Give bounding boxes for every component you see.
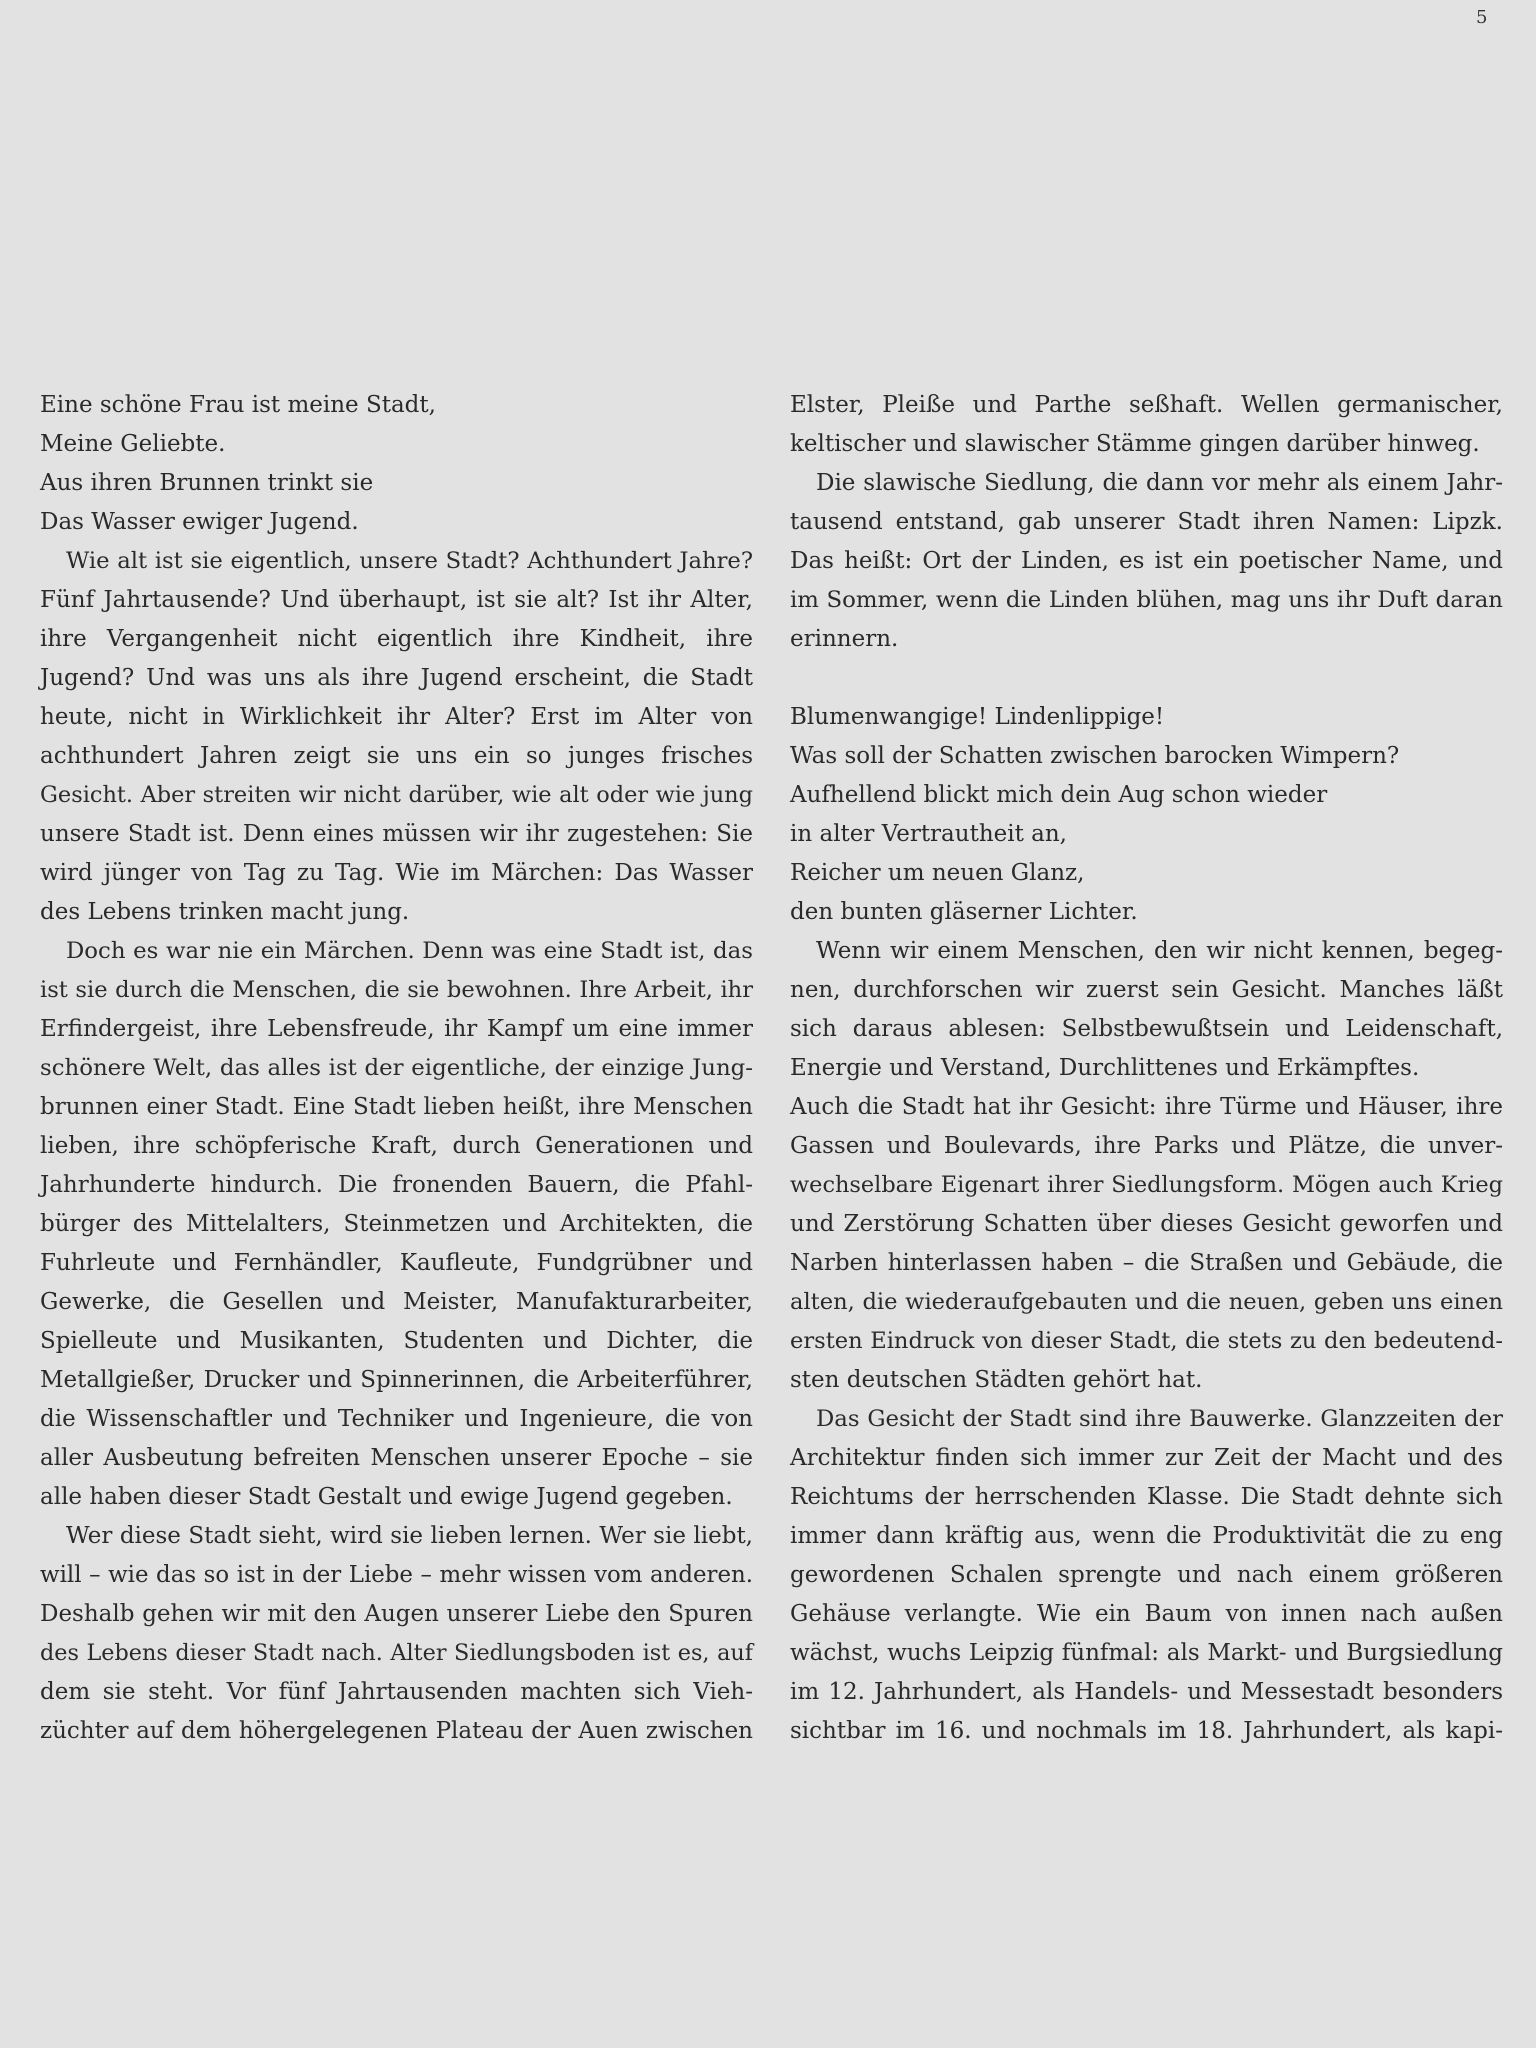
text-line: immer dann kräftig aus, wenn die Produktivität die zu eng — [790, 1523, 1503, 1549]
text-line: Wer diese Stadt sieht, wird sie lieben lernen. Wer sie liebt, — [66, 1523, 753, 1549]
text-line: die Wissenschaftler und Techniker und Ingenieure, die von — [40, 1406, 753, 1432]
text-line: tausend entstand, gab unserer Stadt ihren Namen: Lipzk. — [790, 509, 1503, 535]
text-line: züchter auf dem höhergelegenen Plateau der Auen zwischen — [40, 1718, 753, 1744]
inserted-poem — [790, 698, 1503, 932]
paragraph — [40, 1517, 753, 1751]
text-line: Deshalb gehen wir mit den Augen unserer Liebe den Spuren — [40, 1601, 753, 1627]
text-line: Auch die Stadt hat ihr Gesicht: ihre Türme und Häuser, ihre — [790, 1094, 1503, 1120]
text-line: Jahrhunderte hindurch. Die fronenden Bauern, die Pfahl- — [40, 1172, 753, 1198]
text-line: Das heißt: Ort der Linden, es ist ein poetischer Name, und — [790, 548, 1503, 574]
text-line: erinnern. — [790, 626, 899, 652]
text-line: lieben, ihre schöpferische Kraft, durch Generationen und — [40, 1133, 753, 1159]
text-line: im Sommer, wenn die Linden blühen, mag uns ihr Duft daran — [790, 587, 1503, 613]
poem-line: Reicher um neuen Glanz, — [790, 860, 1085, 886]
text-line: sich daraus ablesen: Selbstbewußtsein und Leidenschaft, — [790, 1016, 1503, 1042]
text-line: ihre Vergangenheit nicht eigentlich ihre Kindheit, ihre — [40, 626, 753, 652]
text-line: Doch es war nie ein Märchen. Denn was eine Stadt ist, das — [66, 938, 753, 964]
paragraph — [790, 1088, 1503, 1400]
text-line: sten deutschen Städten gehört hat. — [790, 1367, 1203, 1393]
text-line: Gesicht. Aber streiten wir nicht darüber, wie alt oder wie jung — [40, 782, 753, 808]
right-column — [790, 386, 1503, 1751]
text-line: Reichtums der herrschenden Klasse. Die Stadt dehnte sich — [790, 1484, 1503, 1510]
page-number: 5 — [1476, 7, 1488, 28]
text-line: wächst, wuchs Leipzig fünfmal: als Markt- und Burgsiedlung — [790, 1640, 1503, 1666]
poem-line: Aus ihren Brunnen trinkt sie — [40, 470, 374, 496]
text-line: keltischer und slawischer Stämme gingen darüber hinweg. — [790, 431, 1480, 457]
text-line: und Zerstörung Schatten über dieses Gesicht geworfen und — [790, 1211, 1503, 1237]
text-line: Spielleute und Musikanten, Studenten und Dichter, die — [40, 1328, 753, 1354]
text-line: achthundert Jahren zeigt sie uns ein so junges frisches — [40, 743, 753, 769]
poem-line: Eine schöne Frau ist meine Stadt, — [40, 392, 436, 418]
text-line: Gewerke, die Gesellen und Meister, Manufakturarbeiter, — [40, 1289, 753, 1315]
paragraph — [40, 542, 753, 932]
text-line: unsere Stadt ist. Denn eines müssen wir ihr zugestehen: Sie — [40, 821, 753, 847]
text-line: Gehäuse verlangte. Wie ein Baum von innen nach außen — [790, 1601, 1503, 1627]
text-line: will – wie das so ist in der Liebe – mehr wissen vom anderen. — [40, 1562, 753, 1588]
opening-poem — [40, 386, 753, 542]
text-line: Energie und Verstand, Durchlittenes und Erkämpftes. — [790, 1055, 1420, 1081]
text-line: im 12. Jahrhundert, als Handels- und Messestadt besonders — [790, 1679, 1503, 1705]
text-line: alle haben dieser Stadt Gestalt und ewige Jugend gegeben. — [40, 1484, 733, 1510]
text-line: Gassen und Boulevards, ihre Parks und Plätze, die unver- — [790, 1133, 1503, 1159]
text-line: des Lebens trinken macht jung. — [40, 899, 410, 925]
paragraph — [790, 932, 1503, 1088]
poem-line: Blumenwangige! Lindenlippige! — [790, 704, 1165, 730]
text-line: ist sie durch die Menschen, die sie bewohnen. Ihre Arbeit, ihr — [40, 977, 753, 1003]
text-line: Wie alt ist sie eigentlich, unsere Stadt? Achthundert Jahre? — [66, 548, 753, 574]
text-line: wird jünger von Tag zu Tag. Wie im Märchen: Das Wasser — [40, 860, 753, 886]
paragraph — [790, 1400, 1503, 1751]
poem-line: Das Wasser ewiger Jugend. — [40, 509, 359, 535]
text-line: schönere Welt, das alles ist der eigentliche, der einzige Jung- — [40, 1055, 753, 1081]
text-line: Architektur finden sich immer zur Zeit der Macht und des — [790, 1445, 1503, 1471]
text-line: heute, nicht in Wirklichkeit ihr Alter? Erst im Alter von — [40, 704, 753, 730]
text-line: Fünf Jahrtausende? Und überhaupt, ist sie alt? Ist ihr Alter, — [40, 587, 753, 613]
text-line: alten, die wiederaufgebauten und die neuen, geben uns einen — [790, 1289, 1503, 1315]
text-line: aller Ausbeutung befreiten Menschen unserer Epoche – sie — [40, 1445, 753, 1471]
text-line: Narben hinterlassen haben – die Straßen und Gebäude, die — [790, 1250, 1503, 1276]
text-line: wechselbare Eigenart ihrer Siedlungsform. Mögen auch Krieg — [790, 1172, 1503, 1198]
stanza-gap — [790, 659, 1503, 698]
poem-line: Aufhellend blickt mich dein Aug schon wieder — [790, 782, 1328, 808]
text-line: Elster, Pleiße und Parthe seßhaft. Wellen germanischer, — [790, 392, 1503, 418]
poem-line: in alter Vertrautheit an, — [790, 821, 1067, 847]
text-line: Das Gesicht der Stadt sind ihre Bauwerke. Glanzzeiten der — [816, 1406, 1503, 1432]
text-line: Metallgießer, Drucker und Spinnerinnen, die Arbeiterführer, — [40, 1367, 753, 1393]
text-line: des Lebens dieser Stadt nach. Alter Siedlungsboden ist es, auf — [40, 1640, 753, 1666]
text-line: Die slawische Siedlung, die dann vor mehr als einem Jahr- — [816, 470, 1503, 496]
text-line: gewordenen Schalen sprengte und nach einem größeren — [790, 1562, 1503, 1588]
text-line: brunnen einer Stadt. Eine Stadt lieben heißt, ihre Menschen — [40, 1094, 753, 1120]
text-line: ersten Eindruck von dieser Stadt, die stets zu den bedeutend- — [790, 1328, 1503, 1354]
text-line: bürger des Mittelalters, Steinmetzen und Architekten, die — [40, 1211, 753, 1237]
poem-line: Was soll der Schatten zwischen barocken Wimpern? — [790, 743, 1400, 769]
left-column — [40, 386, 753, 1751]
text-line: Erfindergeist, ihre Lebensfreude, ihr Kampf um eine immer — [40, 1016, 753, 1042]
paragraph — [40, 932, 753, 1517]
text-line: Jugend? Und was uns als ihre Jugend erscheint, die Stadt — [40, 665, 753, 691]
text-line: sichtbar im 16. und nochmals im 18. Jahrhundert, als kapi- — [790, 1718, 1503, 1744]
paragraph — [790, 464, 1503, 659]
text-line: nen, durchforschen wir zuerst sein Gesicht. Manches läßt — [790, 977, 1503, 1003]
poem-line: den bunten gläserner Lichter. — [790, 899, 1138, 925]
paragraph — [790, 386, 1503, 464]
text-line: Wenn wir einem Menschen, den wir nicht kennen, begeg- — [816, 938, 1503, 964]
text-line: dem sie steht. Vor fünf Jahrtausenden machten sich Vieh- — [40, 1679, 753, 1705]
text-line: Fuhrleute und Fernhändler, Kaufleute, Fundgrübner und — [40, 1250, 753, 1276]
poem-line: Meine Geliebte. — [40, 431, 226, 457]
